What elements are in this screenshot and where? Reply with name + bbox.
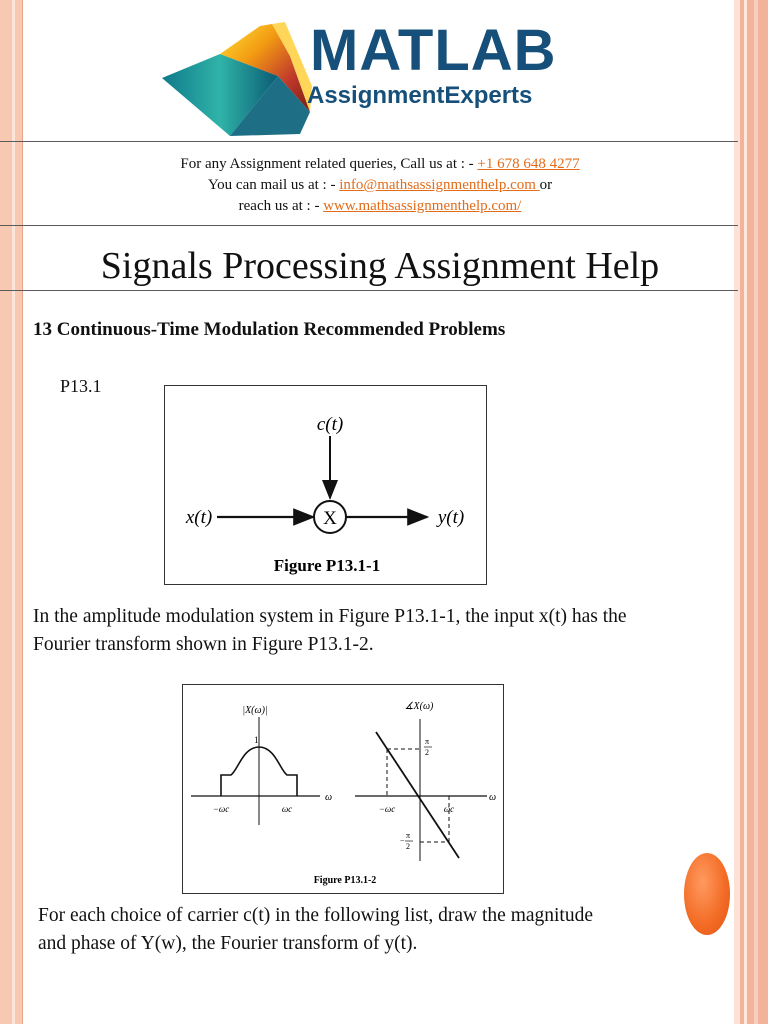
phase-pi-top: π bbox=[425, 737, 430, 746]
email-link[interactable]: info@mathsassignmenthelp.com bbox=[339, 177, 540, 193]
mag-omega-label: ω bbox=[325, 792, 333, 803]
paragraph-intro: In the amplitude modulation system in Figure P13.1-1, the input x(t) has the Fourier transform shown in Figure P13.1-2. bbox=[33, 606, 627, 655]
figure1-caption: Figure P13.1-1 bbox=[273, 556, 381, 575]
website-link[interactable]: www.mathsassignmenthelp.com/ bbox=[323, 198, 522, 214]
phase-pi-bottom: π bbox=[406, 831, 411, 840]
phase-pos-wc-label: ωc bbox=[443, 804, 455, 814]
right-decorative-stripe bbox=[734, 0, 768, 1024]
phone-link[interactable]: +1 678 648 4277 bbox=[477, 156, 580, 172]
output-label: y(t) bbox=[437, 507, 465, 528]
phase-two-bottom: 2 bbox=[406, 842, 410, 851]
phase-omega-label: ω bbox=[489, 792, 497, 803]
divider-middle bbox=[0, 225, 738, 226]
orange-decorative-oval bbox=[684, 853, 730, 935]
phase-label: ∡X(ω) bbox=[404, 701, 434, 712]
contact-block bbox=[22, 154, 738, 217]
section-heading: 13 Continuous-Time Modulation Recommended Problems bbox=[33, 319, 506, 340]
logo-title: MATLAB bbox=[310, 18, 557, 83]
left-decorative-stripe bbox=[0, 0, 23, 1024]
mag-neg-wc-label: −ωc bbox=[212, 804, 230, 814]
multiplier-symbol: X bbox=[323, 508, 337, 529]
paragraph-instructions: For each choice of carrier c(t) in the following list, draw the magnitude and phase of Y(w), the Fourier transform of y(t). bbox=[38, 905, 594, 954]
magnitude-peak-label: 1 bbox=[254, 735, 259, 745]
figure-block-diagram bbox=[164, 385, 487, 585]
phase-neg-wc-label: −ωc bbox=[378, 804, 396, 814]
carrier-label: c(t) bbox=[316, 414, 344, 435]
mag-pos-wc-label: ωc bbox=[281, 804, 293, 814]
magnitude-label: |X(ω)| bbox=[242, 705, 268, 716]
figure2-caption: Figure P13.1-2 bbox=[313, 875, 377, 886]
phase-two-top: 2 bbox=[425, 748, 429, 757]
contact-line-website: reach us at : - www.mathsassignmenthelp.com/ bbox=[238, 198, 522, 214]
contact-line-email: You can mail us at : - info@mathsassignmenthelp.com or bbox=[207, 177, 553, 193]
input-label: x(t) bbox=[185, 507, 213, 528]
figure-fourier-transform bbox=[182, 684, 504, 894]
page-title: Signals Processing Assignment Help bbox=[100, 245, 660, 287]
divider-top bbox=[0, 141, 738, 142]
contact-line-phone: For any Assignment related queries, Call us at : - +1 678 648 4277 bbox=[180, 156, 580, 172]
logo-subtitle: AssignmentExperts bbox=[307, 82, 533, 109]
phase-minus: − bbox=[400, 836, 405, 845]
problem-label: P13.1 bbox=[60, 376, 102, 396]
divider-title bbox=[0, 290, 738, 291]
phase-line bbox=[376, 732, 459, 858]
